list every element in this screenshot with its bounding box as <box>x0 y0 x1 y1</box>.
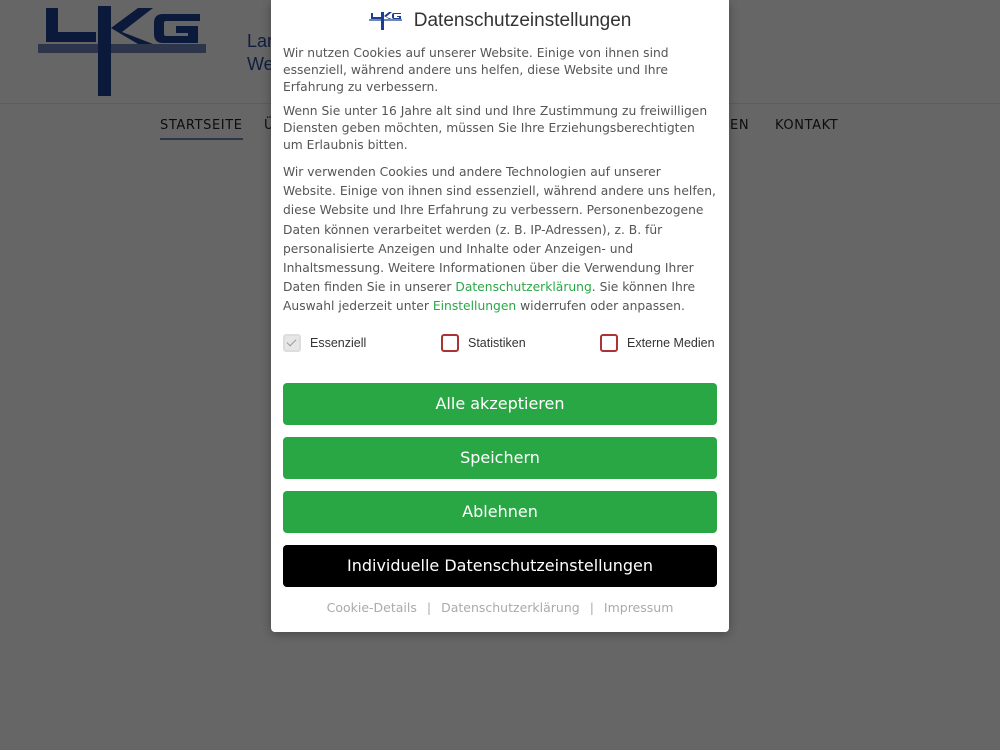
details-text-2: . Sie können Ihre Auswahl jederzeit unter <box>283 280 696 314</box>
age-paragraph: Wenn Sie unter 16 Jahre alt sind und Ihre Zustimmung zu freiwilligen Diensten geben möchten, müssen Sie Ihre Erziehungsberechtigten um Erlaubnis bitten. <box>283 104 708 152</box>
settings-link[interactable]: Einstellungen <box>432 299 517 314</box>
save-button[interactable]: Speichern <box>283 437 717 479</box>
lkg-small-logo <box>369 12 403 30</box>
checkbox-essenziell[interactable] <box>283 334 366 352</box>
individual-settings-button[interactable]: Individuelle Datenschutzeinstellungen <box>283 545 717 587</box>
details-paragraph <box>283 163 717 317</box>
reject-button[interactable]: Ablehnen <box>283 491 717 533</box>
dialog-body <box>283 45 717 324</box>
details-text-1: Wir verwenden Cookies und andere Technologien auf unserer Website. Einige von ihnen sind essenziell, während andere uns helfen, diese Website und Ihre Erfahrung zu verbessern. Personenbezogene Daten können verarbeitet werden (z. B. IP-Adressen), z. B. für personalisierte Anzeigen und Inhalte oder Anzeigen- und Inhaltsmessung. Weitere Informationen über die Verwendung Ihrer Daten finden Sie in unserer <box>283 165 716 295</box>
checkbox-statistiken-box[interactable] <box>441 334 459 352</box>
imprint-link[interactable]: Impressum <box>603 600 674 615</box>
checkbox-statistiken[interactable] <box>441 334 526 352</box>
checkbox-externe-medien[interactable] <box>600 334 715 352</box>
details-text-3: widerrufen oder anpassen. <box>516 299 685 314</box>
consent-categories <box>283 334 717 356</box>
checkbox-externe-medien-box[interactable] <box>600 334 618 352</box>
checkbox-externe-medien-label: Externe Medien <box>627 336 715 350</box>
dialog-footer-links <box>271 600 729 615</box>
accept-all-button[interactable]: Alle akzeptieren <box>283 383 717 425</box>
footer-separator: | <box>426 600 432 615</box>
footer-privacy-link[interactable]: Datenschutzerklärung <box>441 600 580 615</box>
privacy-policy-link[interactable]: Datenschutzerklärung <box>455 280 592 295</box>
intro-paragraph: Wir nutzen Cookies auf unserer Website. Einige von ihnen sind essenziell, während andere uns helfen, diese Website und Ihre Erfahrung zu verbessern. <box>283 46 669 94</box>
checkbox-statistiken-label: Statistiken <box>468 336 526 350</box>
cookie-consent-dialog <box>271 0 729 632</box>
dialog-title: Datenschutzeinstellungen <box>413 10 632 31</box>
dialog-header <box>271 10 729 36</box>
cookie-details-link[interactable]: Cookie-Details <box>326 600 417 615</box>
checkbox-essenziell-box[interactable] <box>283 334 301 352</box>
checkbox-essenziell-label: Essenziell <box>310 336 367 350</box>
footer-separator: | <box>589 600 594 615</box>
